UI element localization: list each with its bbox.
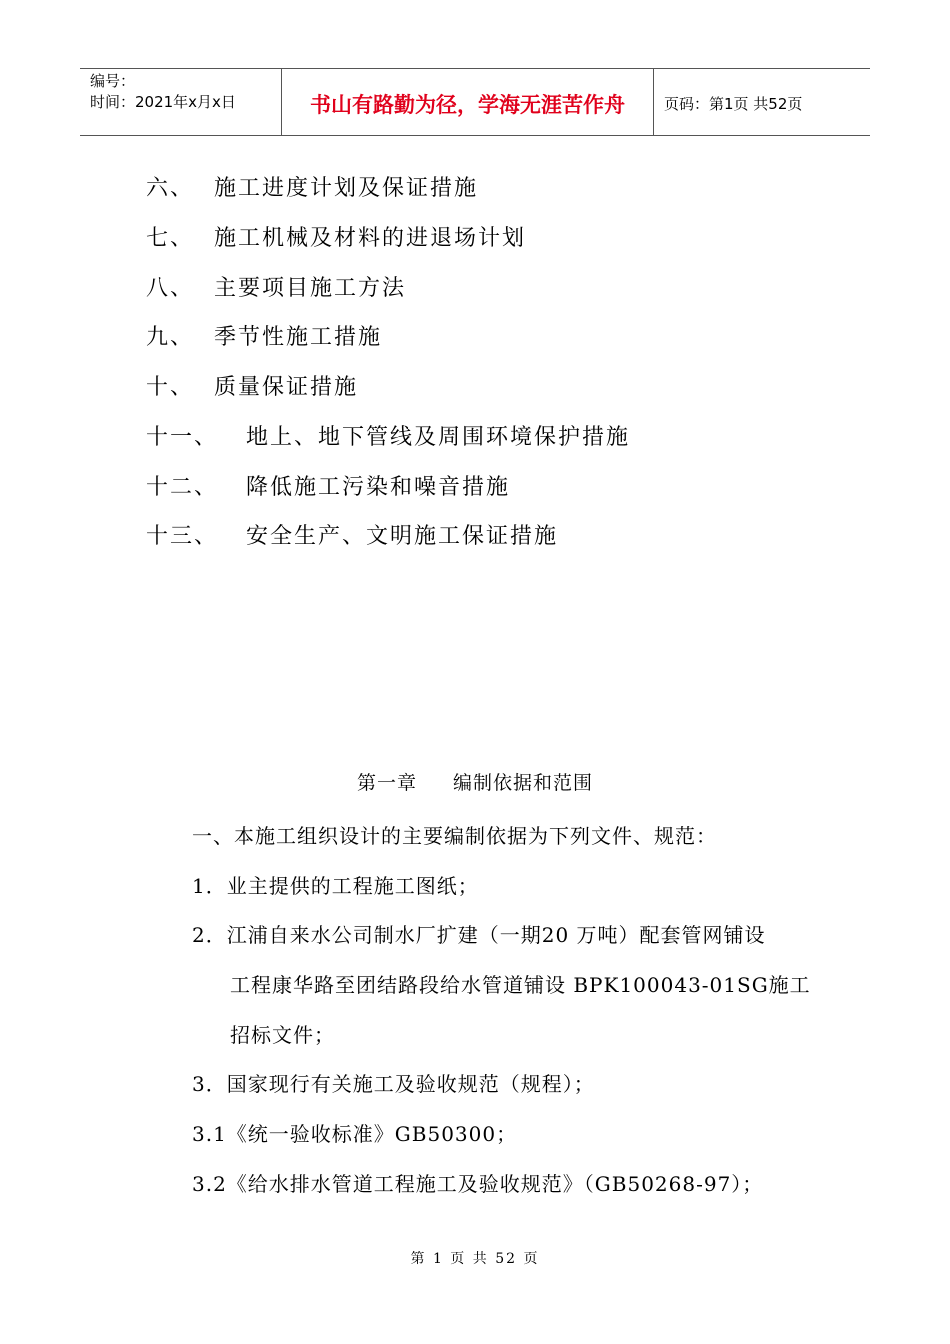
toc-item [146, 320, 382, 351]
body-paragraph: 1．业主提供的工程施工图纸； [192, 874, 479, 898]
toc-item [146, 519, 558, 550]
toc-item-number: 七、 [146, 226, 195, 251]
toc-item-text: 质量保证措施 [214, 375, 359, 400]
toc-item-text: 施工机械及材料的进退场计划 [214, 226, 527, 251]
toc-item [146, 470, 510, 501]
toc-item-text: 安全生产、文明施工保证措施 [246, 524, 559, 549]
toc-item-number: 十三、 [146, 524, 219, 549]
header-time-label: 时间：2021年x月x日 [90, 93, 236, 111]
toc-item [146, 370, 358, 401]
chapter-heading [0, 768, 950, 795]
toc-item-number: 八、 [146, 276, 195, 301]
body-paragraph: 3.2《给水排水管道工程施工及验收规范》（GB50268-97）； [192, 1172, 764, 1196]
toc-item-number: 十二、 [146, 475, 219, 500]
body-paragraph: 3．国家现行有关施工及验收规范（规程）； [192, 1072, 595, 1096]
toc-item-text: 降低施工污染和噪音措施 [246, 475, 511, 500]
header-motto: 书山有路勤为径，学海无涯苦作舟 [282, 69, 654, 135]
toc-item [146, 420, 630, 451]
toc-item-number: 十、 [146, 375, 195, 400]
header-page-info: 页码：第1页 共52页 [664, 94, 803, 113]
page-footer: 第 1 页 共 52 页 [410, 1251, 540, 1267]
body-paragraph: 3.1《统一验收标准》GB50300； [192, 1122, 518, 1146]
toc-item-number: 六、 [146, 176, 195, 201]
chapter-number: 第一章 [356, 772, 417, 794]
header-number-label: 编号： [90, 72, 136, 90]
body-paragraph: 工程康华路至团结路段给水管道铺设 BPK100043-01SG施工 [230, 973, 811, 997]
toc-item-text: 地上、地下管线及周围环境保护措施 [246, 425, 631, 450]
body-paragraph: 一、本施工组织设计的主要编制依据为下列文件、规范： [192, 824, 717, 848]
toc-item-number: 九、 [146, 325, 195, 350]
toc-item-text: 施工进度计划及保证措施 [214, 176, 479, 201]
toc-item-text: 主要项目施工方法 [214, 276, 407, 301]
toc-item [146, 171, 478, 202]
toc-item [146, 271, 406, 302]
toc-item-number: 十一、 [146, 425, 219, 450]
page-header [80, 68, 870, 136]
header-meta [80, 69, 282, 135]
chapter-title: 编制依据和范围 [453, 772, 594, 794]
toc-item-text: 季节性施工措施 [214, 325, 383, 350]
body-paragraph: 招标文件； [230, 1023, 335, 1047]
body-paragraph: 2．江浦自来水公司制水厂扩建（一期20 万吨）配套管网铺设 [192, 923, 766, 947]
toc-item [146, 221, 526, 252]
